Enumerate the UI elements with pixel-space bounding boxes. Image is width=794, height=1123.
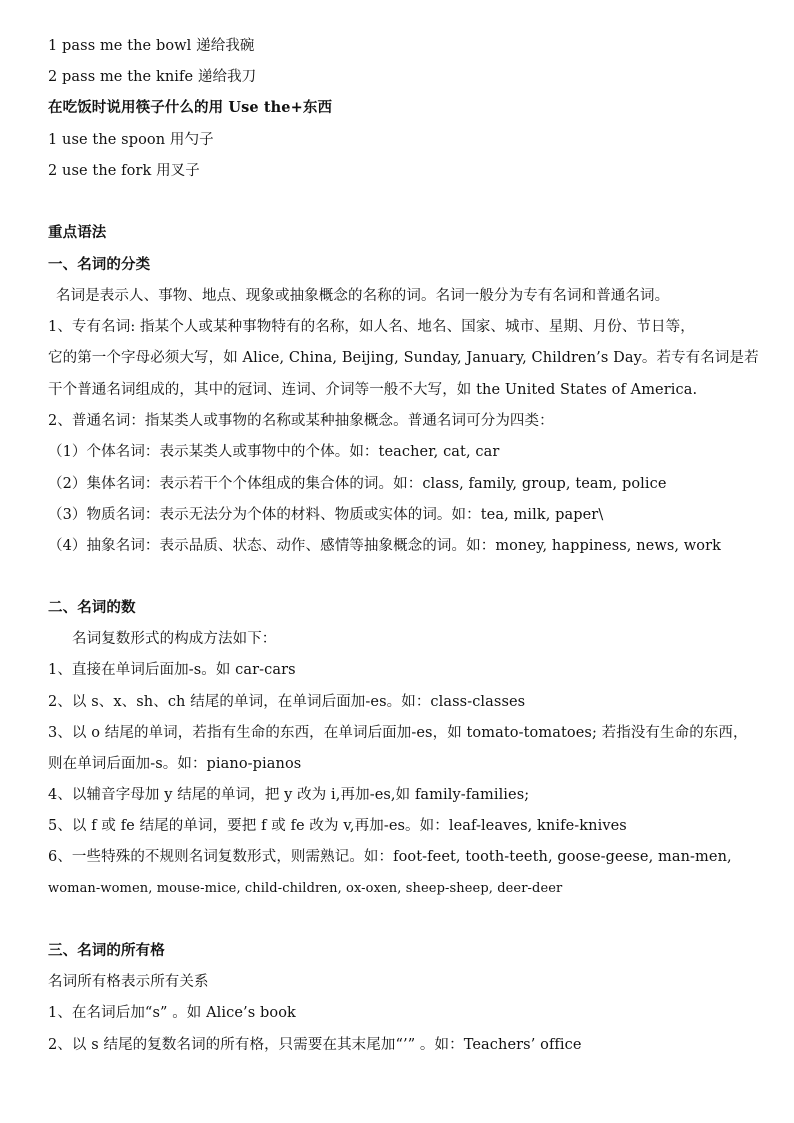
possessive-rule-2: 2、以 s 结尾的复数名词的所有格，只需要在其末尾加“’” 。如：Teachers’ office bbox=[48, 1037, 582, 1053]
noun-type-4: （4）抽象名词：表示品质、状态、动作、感情等抽象概念的词。如：money, happiness, news, work bbox=[48, 538, 722, 554]
proper-noun-line-1: 1、专有名词: 指某个人或某种事物特有的名称，如人名、地名、国家、城市、星期、月份、节日等， bbox=[48, 319, 695, 335]
noun-type-1: （1）个体名词：表示某类人或事物中的个体。如：teacher, cat, car bbox=[48, 444, 500, 460]
plural-rule-3: 3、以 o 结尾的单词，若指有生命的东西，在单词后面加-es，如 tomato-tomatoes; 若指没有生命的东西， bbox=[48, 725, 748, 741]
plural-rule-1: 1、直接在单词后面加-s。如 car-cars bbox=[48, 662, 296, 678]
noun-type-3: （3）物质名词：表示无法分为个体的材料、物质或实体的词。如：tea, milk, paper\ bbox=[48, 507, 604, 523]
plural-rule-5: 5、以 f 或 fe 结尾的单词，要把 f 或 fe 改为 v,再加-es。如：leaf-leaves, knife-knives bbox=[48, 818, 627, 834]
grammar-title: 重点语法 bbox=[48, 224, 107, 241]
phrase-use-2: 2 use the fork 用叉子 bbox=[48, 163, 200, 179]
proper-noun-line-3: 干个普通名词组成的，其中的冠词、连词、介词等一般不大写，如 the United States of America. bbox=[48, 382, 698, 398]
plural-rule-6-cont: woman-women, mouse-mice, child-children, ox-oxen, sheep-sheep, deer-deer bbox=[48, 881, 563, 896]
section1-intro: 名词是表示人、事物、地点、现象或抽象概念的名称的词。名词一般分为专有名词和普通名词。 bbox=[56, 288, 670, 304]
phrase-pass-1: 1 pass me the bowl 递给我碗 bbox=[48, 38, 255, 54]
noun-type-2: （2）集体名词：表示若干个个体组成的集合体的词。如：class, family, group, team, police bbox=[48, 476, 667, 492]
possessive-rule-1: 1、在名词后加“s” 。如 Alice’s book bbox=[48, 1005, 296, 1021]
proper-noun-line-2: 它的第一个字母必须大写，如 Alice, China, Beijing, Sunday, January, Children’s Day。若专有名词是若 bbox=[48, 350, 759, 366]
plural-rule-6: 6、一些特殊的不规则名词复数形式，则需熟记。如：foot-feet, tooth-teeth, goose-geese, man-men, bbox=[48, 849, 732, 865]
plural-rule-3-cont: 则在单词后面加-s。如：piano-pianos bbox=[48, 756, 302, 772]
section3-intro: 名词所有格表示所有关系 bbox=[48, 974, 209, 990]
common-noun-line: 2、普通名词：指某类人或事物的名称或某种抽象概念。普通名词可分为四类： bbox=[48, 413, 554, 429]
section1-title: 一、名词的分类 bbox=[48, 256, 151, 273]
plural-rule-4: 4、以辅音字母加 y 结尾的单词，把 y 改为 i,再加-es,如 family-families; bbox=[48, 787, 530, 803]
heading-use-the: 在吃饭时说用筷子什么的用 Use the+东西 bbox=[48, 99, 333, 116]
section2-intro: 名词复数形式的构成方法如下： bbox=[72, 631, 277, 647]
phrase-pass-2: 2 pass me the knife 递给我刀 bbox=[48, 69, 257, 85]
phrase-use-1: 1 use the spoon 用勺子 bbox=[48, 132, 214, 148]
section2-title: 二、名词的数 bbox=[48, 599, 136, 616]
section3-title: 三、名词的所有格 bbox=[48, 942, 165, 959]
plural-rule-2: 2、以 s、x、sh、ch 结尾的单词，在单词后面加-es。如：class-classes bbox=[48, 694, 526, 710]
